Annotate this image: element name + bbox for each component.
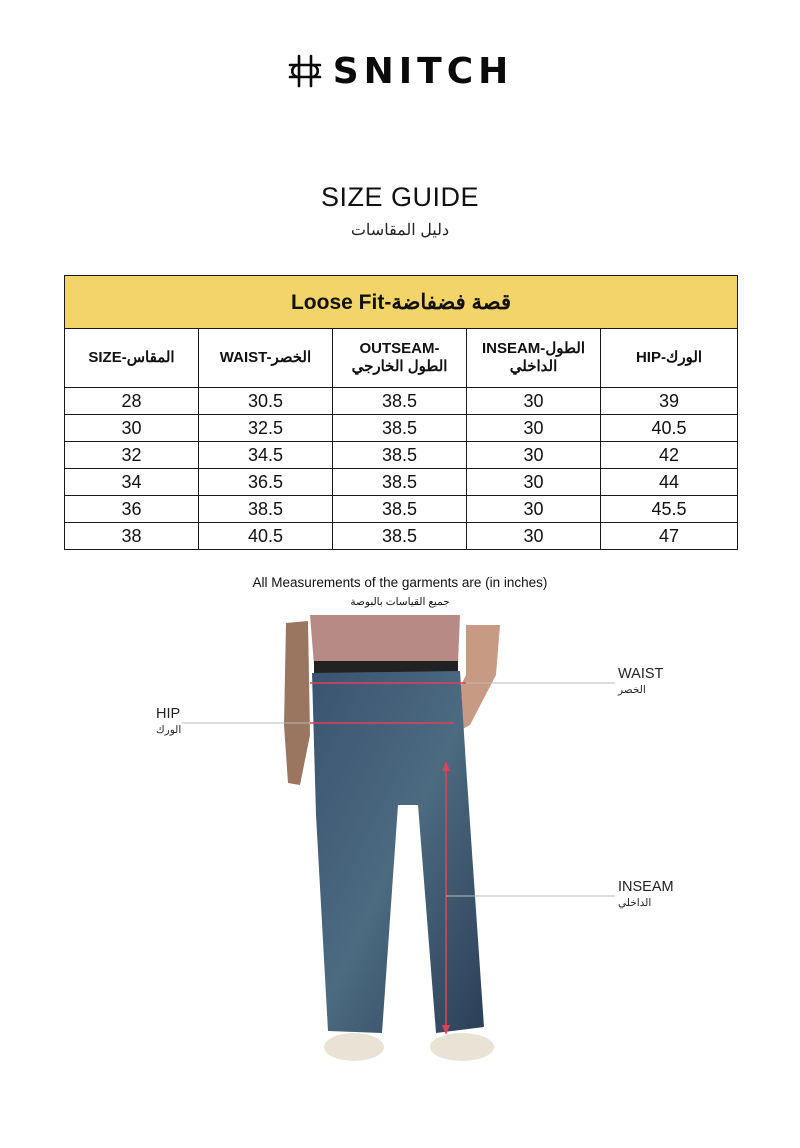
cell-waist: 38.5 (199, 496, 333, 523)
cell-waist: 34.5 (199, 442, 333, 469)
table-row (65, 469, 738, 496)
cell-size: 36 (65, 496, 199, 523)
waist-label: WAIST الخصر (618, 666, 664, 696)
cell-waist: 32.5 (199, 415, 333, 442)
cell-inseam: 30 (467, 442, 601, 469)
cell-outseam: 38.5 (333, 415, 467, 442)
column-header-size: SIZE-المقاس (65, 329, 199, 388)
table-row (65, 523, 738, 550)
column-header-hip: HIP-الورك (601, 329, 738, 388)
cell-inseam: 30 (467, 415, 601, 442)
cell-size: 32 (65, 442, 199, 469)
fit-title: Loose Fit-قصة فضفاضة (65, 276, 738, 329)
column-header-row (65, 329, 738, 388)
column-header-outseam: OUTSEAM- الطول الخارجي (333, 329, 467, 388)
page-title: SIZE GUIDE (320, 182, 480, 212)
cell-inseam: 30 (467, 469, 601, 496)
cell-waist: 40.5 (199, 523, 333, 550)
cell-waist: 36.5 (199, 469, 333, 496)
cell-hip: 45.5 (601, 496, 738, 523)
table-row (65, 496, 738, 523)
cell-outseam: 38.5 (333, 388, 467, 415)
cell-hip: 47 (601, 523, 738, 550)
brand-name: SNITCH (332, 50, 514, 92)
cell-outseam: 38.5 (333, 496, 467, 523)
cell-hip: 40.5 (601, 415, 738, 442)
table-row (65, 415, 738, 442)
hash-grid-logo-icon (287, 53, 323, 89)
cell-outseam: 38.5 (333, 523, 467, 550)
column-header-waist: WAIST-الخصر (199, 329, 333, 388)
cell-inseam: 30 (467, 496, 601, 523)
inseam-label: INSEAM الداخلي (618, 879, 674, 909)
cell-waist: 30.5 (199, 388, 333, 415)
hip-label: HIP الورك (156, 706, 182, 736)
leader-lines (0, 615, 800, 1148)
cell-outseam: 38.5 (333, 469, 467, 496)
size-table (64, 275, 738, 550)
cell-inseam: 30 (467, 388, 601, 415)
table-row (65, 442, 738, 469)
cell-outseam: 38.5 (333, 442, 467, 469)
cell-hip: 39 (601, 388, 738, 415)
cell-size: 34 (65, 469, 199, 496)
fit-title-row (65, 276, 738, 329)
brand-header (0, 48, 800, 94)
measurement-note: All Measurements of the garments are (in inches) (252, 575, 548, 590)
page-title-arabic: دليل المقاسات (350, 222, 450, 239)
column-header-inseam: INSEAM-الطول الداخلي (467, 329, 601, 388)
cell-hip: 44 (601, 469, 738, 496)
cell-size: 30 (65, 415, 199, 442)
table-row (65, 388, 738, 415)
model-figure (0, 615, 800, 1148)
cell-inseam: 30 (467, 523, 601, 550)
cell-size: 38 (65, 523, 199, 550)
cell-hip: 42 (601, 442, 738, 469)
cell-size: 28 (65, 388, 199, 415)
measurement-note-arabic: جميع القياسات بالبوصة (350, 596, 450, 608)
